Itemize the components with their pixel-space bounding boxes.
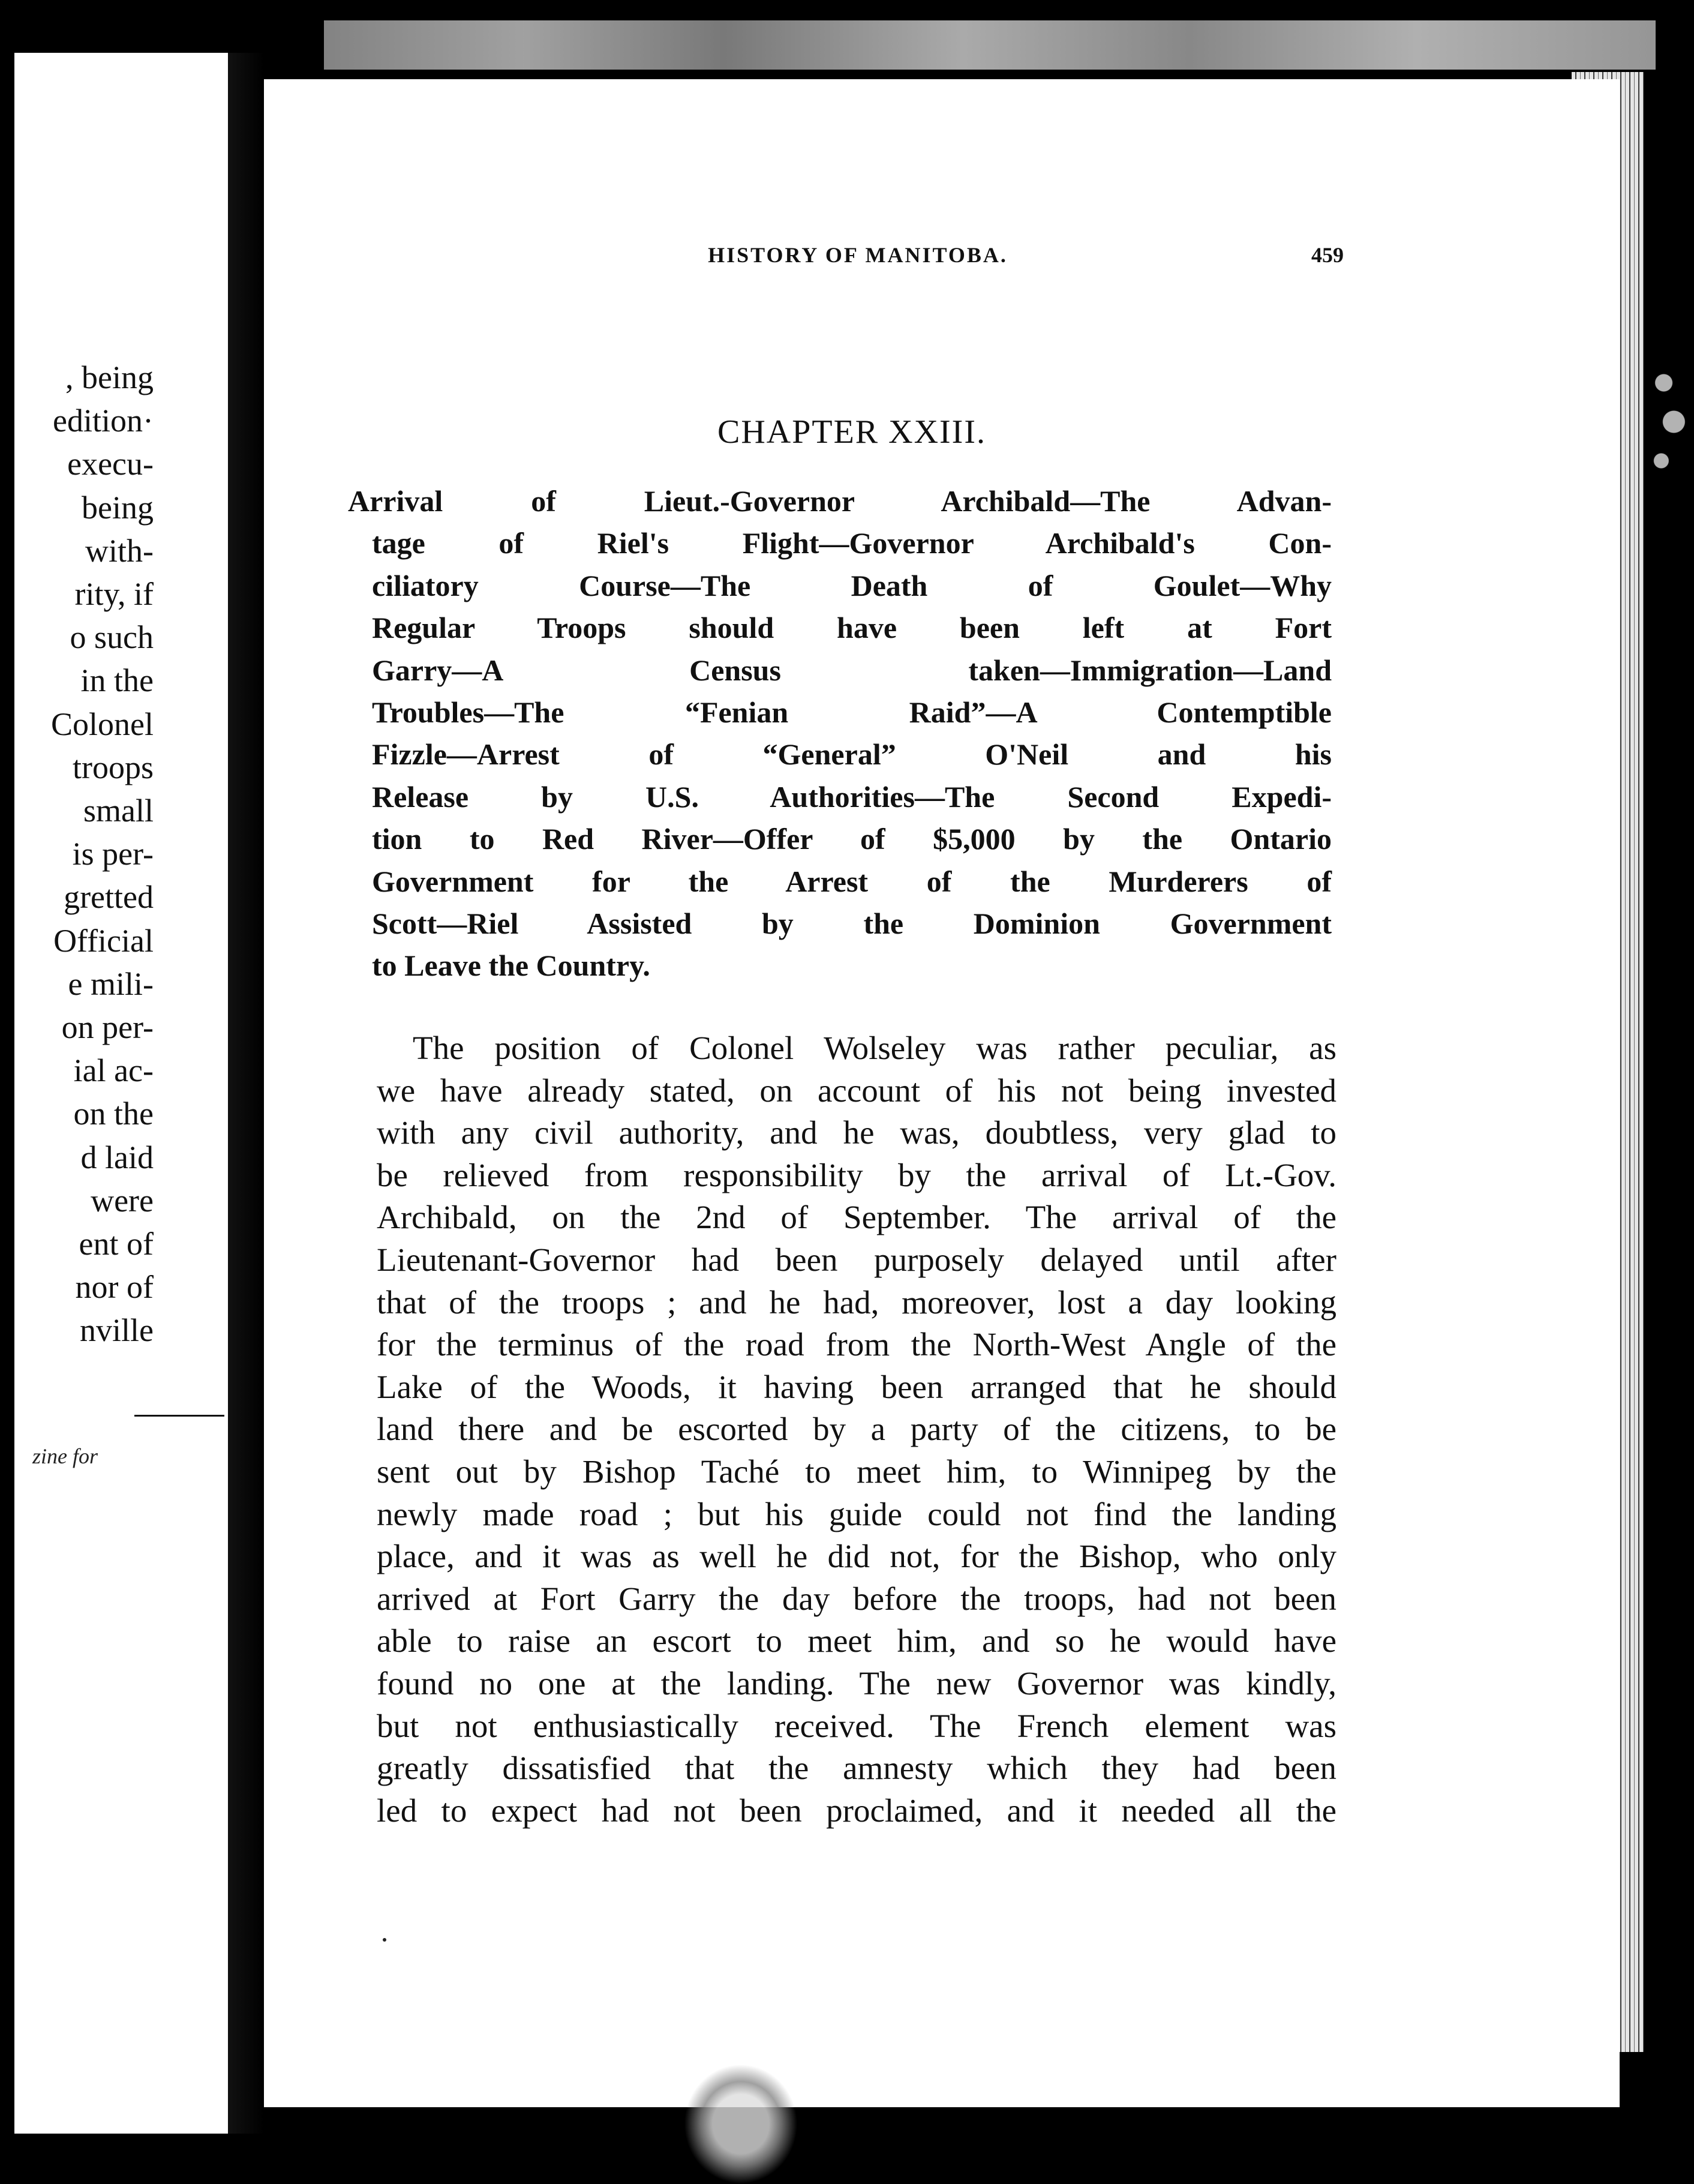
left-line: ent of [79, 1226, 154, 1262]
left-line: edition· [53, 403, 154, 439]
left-line: were [91, 1182, 154, 1219]
left-line: nville [80, 1312, 154, 1349]
stray-mark [383, 1938, 386, 1942]
left-line: d laid [80, 1139, 154, 1175]
synopsis-line: Fizzle—Arrest of “General” O'Neil and his [372, 737, 1332, 772]
body-line: newly made road ; but his guide could not find the landing [377, 1495, 1336, 1532]
synopsis-line: tage of Riel's Flight—Governor Archibald's Con- [372, 526, 1332, 560]
left-line: ial ac- [73, 1052, 154, 1089]
synopsis-line: Regular Troops should have been left at Fort [372, 611, 1332, 645]
left-footnote: zine for [32, 1444, 98, 1468]
body-line: sent out by Bishop Taché to meet him, to Winnipeg by the [377, 1453, 1336, 1490]
left-line: on per- [61, 1009, 154, 1046]
body-line: The position of Colonel Wolseley was rather peculiar, as [413, 1030, 1336, 1066]
book-gutter [228, 53, 264, 2134]
synopsis-line: Scott—Riel Assisted by the Dominion Government [372, 907, 1332, 941]
synopsis-line: Garry—A Census taken—Immigration—Land [372, 653, 1332, 687]
scan-artifact [1644, 336, 1694, 492]
synopsis-line: tion to Red River—Offer of $5,000 by the Ontario [372, 822, 1332, 856]
left-line: troops [73, 749, 154, 785]
body-line: greatly dissatisfied that the amnesty which they had been [377, 1750, 1336, 1787]
scan-top-strip [324, 20, 1656, 70]
body-line: led to expect had not been proclaimed, and it needed all the [377, 1792, 1336, 1829]
body-line: Lake of the Woods, it having been arranged that he should [377, 1368, 1336, 1405]
left-line: , being [65, 359, 154, 395]
scan-artifact [684, 2064, 798, 2184]
synopsis-line: Government for the Arrest of the Murderers of [372, 864, 1332, 898]
body-line: that of the troops ; and he had, moreover, lost a day looking [377, 1283, 1336, 1321]
left-line: Colonel [51, 706, 154, 742]
body-line: land there and be escorted by a party of the citizens, to be [377, 1411, 1336, 1448]
left-line: being [82, 489, 154, 526]
body-line: be relieved from responsibility by the arrival of Lt.-Gov. [377, 1156, 1336, 1193]
chapter-title: CHAPTER XXIII. [717, 413, 986, 451]
body-line: Lieutenant-Governor had been purposely delayed until after [377, 1241, 1336, 1278]
body-line: we have already stated, on account of his not being invested [377, 1072, 1336, 1109]
body-line: but not enthusiastically received. The French element was [377, 1707, 1336, 1744]
left-line: rity, if [74, 576, 154, 613]
body-line: with any civil authority, and he was, doubtless, very glad to [377, 1114, 1336, 1151]
left-line: nor of [75, 1269, 154, 1306]
left-line: execu- [67, 446, 154, 482]
left-facing-page [14, 53, 228, 2134]
body-line: found no one at the landing. The new Governor was kindly, [377, 1664, 1336, 1702]
synopsis-line: to Leave the Country. [372, 949, 650, 983]
left-line: e mili- [68, 965, 154, 1002]
left-line: with- [85, 532, 154, 569]
body-line: arrived at Fort Garry the day before the troops, had not been [377, 1580, 1336, 1617]
body-line: Archibald, on the 2nd of September. The arrival of the [377, 1199, 1336, 1236]
body-paragraph [377, 1027, 1336, 1832]
synopsis-line: Troubles—The “Fenian Raid”—A Contemptible [372, 695, 1332, 730]
left-page-text [14, 356, 154, 1352]
body-line: able to raise an escort to meet him, and so he would have [377, 1622, 1336, 1660]
chapter-synopsis [348, 480, 1332, 987]
left-line: gretted [64, 879, 154, 916]
footnote-rule [134, 1415, 224, 1417]
left-line: on the [73, 1096, 154, 1132]
left-line: is per- [72, 836, 154, 872]
left-line: Official [53, 922, 154, 959]
body-line: for the terminus of the road from the North-West Angle of the [377, 1326, 1336, 1363]
synopsis-line: ciliatory Course—The Death of Goulet—Why [372, 568, 1332, 602]
synopsis-line: Arrival of Lieut.-Governor Archibald—The Advan- [348, 484, 1332, 518]
synopsis-line: Release by U.S. Authorities—The Second Expedi- [372, 779, 1332, 814]
left-line: o such [70, 619, 154, 656]
page-number: 459 [1311, 243, 1344, 267]
body-line: place, and it was as well he did not, for the Bishop, who only [377, 1538, 1336, 1575]
running-head: HISTORY OF MANITOBA. [708, 243, 1008, 267]
left-line: small [83, 793, 154, 829]
left-line: in the [80, 662, 154, 699]
